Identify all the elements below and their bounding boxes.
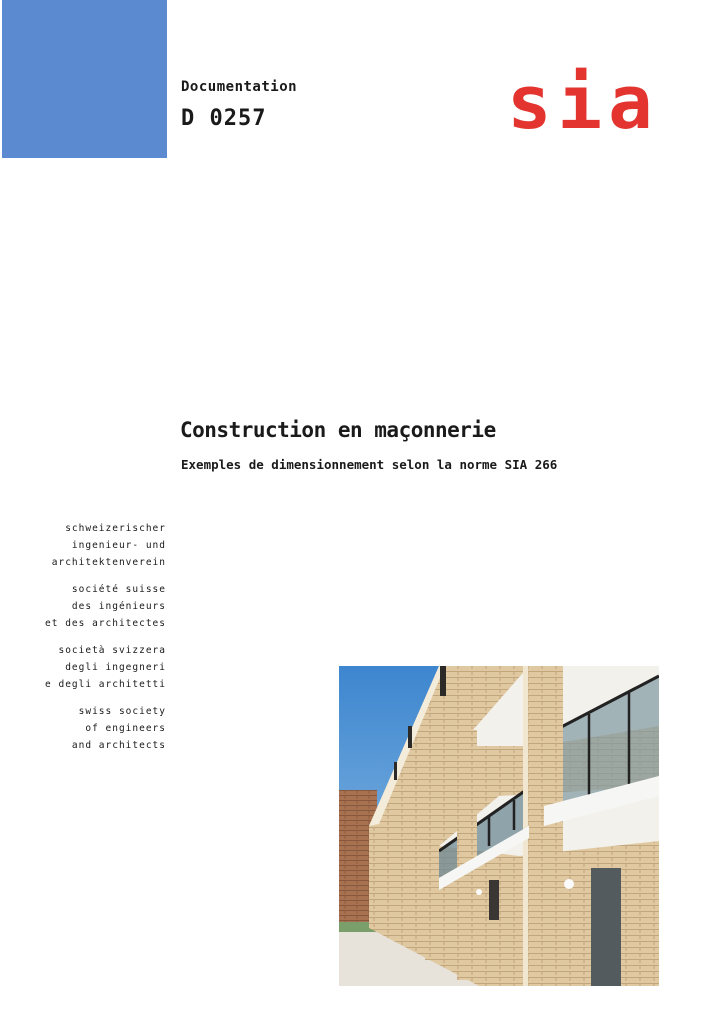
org-name-english — [45, 703, 166, 754]
org-name-german — [45, 520, 166, 571]
org-line: and architects — [71, 740, 166, 751]
org-name-french — [45, 581, 166, 632]
org-line: società svizzera — [58, 645, 166, 656]
sia-logo — [505, 52, 665, 136]
org-line: société suisse — [71, 584, 166, 595]
document-title: Construction en maçonnerie — [180, 418, 496, 442]
sia-logo-text: sia — [507, 60, 659, 136]
org-line: des ingénieurs — [71, 601, 166, 612]
org-line: e degli architetti — [45, 679, 166, 690]
org-line: degli ingegneri — [65, 662, 166, 673]
document-type-label: Documentation — [181, 79, 298, 95]
org-line: of engineers — [85, 723, 166, 734]
building-photo — [339, 666, 659, 986]
blue-color-block — [2, 0, 167, 158]
org-line: ingenieur- und — [71, 540, 166, 551]
org-line: architektenverein — [51, 557, 166, 568]
org-line: schweizerischer — [65, 523, 166, 534]
document-subtitle: Exemples de dimensionnement selon la norme SIA 266 — [181, 457, 558, 472]
organization-names — [45, 520, 166, 764]
org-name-italian — [45, 642, 166, 693]
org-line: et des architectes — [45, 618, 166, 629]
org-line: swiss society — [78, 706, 166, 717]
document-number: D 0257 — [181, 106, 267, 131]
